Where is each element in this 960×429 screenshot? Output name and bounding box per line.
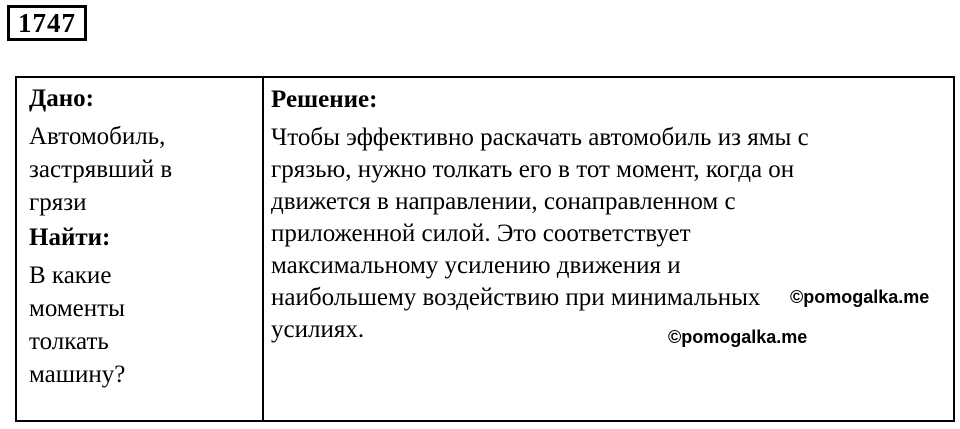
find-line: моменты (29, 295, 125, 322)
given-text (29, 120, 254, 219)
column-divider (262, 78, 264, 420)
solution-line: грязью, нужно толкать его в тот момент, когда он (271, 156, 795, 183)
watermark: ©pomogalka.me (668, 327, 808, 347)
watermark: ©pomogalka.me (790, 287, 930, 307)
given-heading: Дано: (29, 85, 94, 112)
solution-table (15, 76, 955, 422)
solution-line: усилиях. (271, 316, 365, 343)
find-line: толкать (29, 328, 109, 355)
solution-heading: Решение: (271, 86, 378, 113)
solution-line: приложенной силой. Это соответствует (271, 220, 691, 247)
find-line: машину? (29, 361, 126, 388)
given-column (29, 84, 254, 391)
solution-line: Чтобы эффективно раскачать автомобиль из ямы с (271, 124, 809, 151)
given-line: застрявший в (29, 156, 173, 183)
solution-text (271, 122, 951, 346)
find-line: В какие (29, 262, 112, 289)
given-line: Автомобиль, (29, 123, 166, 150)
solution-line: движется в направлении, сонаправленном с (271, 188, 736, 215)
solution-line: наибольшему воздействию при минимальных (271, 284, 761, 311)
task-number: 1747 (7, 5, 87, 41)
find-heading: Найти: (29, 224, 111, 251)
find-text (29, 259, 254, 391)
given-line: грязи (29, 189, 87, 216)
solution-line: максимальному усилению движения и (271, 252, 681, 279)
